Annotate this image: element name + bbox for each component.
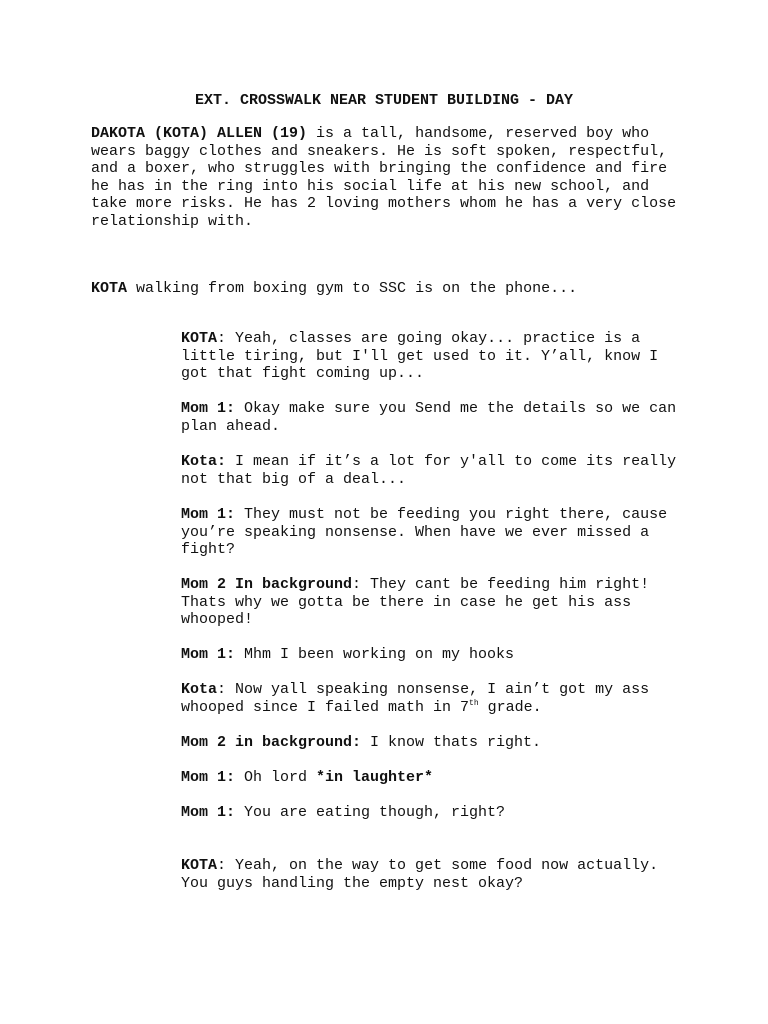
action-character: KOTA bbox=[91, 280, 128, 297]
dialogue-line bbox=[181, 646, 691, 664]
dialogue-text: Now yall speaking nonsense, I ain’t got my ass whooped since I failed math in 7 bbox=[181, 681, 650, 716]
speaker: Mom 1: bbox=[181, 804, 236, 821]
dialogue-line bbox=[181, 734, 691, 752]
dialogue-line bbox=[181, 400, 691, 435]
dialogue-text: I know thats right. bbox=[361, 734, 542, 751]
separator: : bbox=[217, 681, 227, 698]
speaker: Mom 1: bbox=[181, 400, 236, 417]
speaker: Mom 1: bbox=[181, 646, 236, 663]
dialogue-line bbox=[181, 506, 691, 559]
separator: : bbox=[217, 330, 227, 347]
character-name: DAKOTA (KOTA) ALLEN (19) bbox=[91, 125, 308, 142]
character-description bbox=[91, 125, 691, 230]
dialogue-text: I mean if it’s a lot for y'all to come its really not that big of a deal... bbox=[181, 453, 677, 488]
description-text: is a tall, handsome, reserved boy who wears baggy clothes and sneakers. He is soft spoken, respectful, and a boxer, who struggles with bringing the confidence and fire he has in the ring into his social life at his new school, and take more risks. He has 2 loving mothers whom he has a very close relationship with. bbox=[91, 125, 677, 230]
speaker: Kota bbox=[181, 681, 218, 698]
speaker: Mom 1: bbox=[181, 506, 236, 523]
dialogue-text: Yeah, classes are going okay... practice is a little tiring, but I'll get used to it. Y’all, know I got that fight coming up... bbox=[181, 330, 659, 382]
separator: : bbox=[352, 576, 362, 593]
dialogue-text: They cant be feeding him right! Thats why we gotta be there in case he get his ass whooped! bbox=[181, 576, 650, 628]
dialogue-text: Mhm I been working on my hooks bbox=[235, 646, 515, 663]
parenthetical: *in laughter* bbox=[316, 769, 434, 786]
speaker: Mom 2 In background bbox=[181, 576, 353, 593]
dialogue-text: Yeah, on the way to get some food now actually. You guys handling the empty nest okay? bbox=[181, 857, 659, 892]
dialogue-line bbox=[181, 576, 691, 629]
dialogue-text-tail: grade. bbox=[478, 698, 542, 716]
separator: : bbox=[217, 857, 227, 874]
action-text: walking from boxing gym to SSC is on the phone... bbox=[127, 280, 578, 297]
dialogue-text: You are eating though, right? bbox=[235, 804, 506, 821]
speaker: Kota: bbox=[181, 453, 227, 470]
scene-heading: EXT. CROSSWALK NEAR STUDENT BUILDING - DAY bbox=[194, 92, 574, 109]
dialogue-line bbox=[181, 330, 691, 383]
dialogue-line bbox=[181, 681, 691, 716]
dialogue-line bbox=[181, 769, 691, 787]
speaker: Mom 2 in background: bbox=[181, 734, 362, 751]
speaker: KOTA bbox=[181, 857, 218, 874]
speaker: KOTA bbox=[181, 330, 218, 347]
dialogue-line bbox=[181, 857, 691, 892]
superscript: th bbox=[469, 698, 479, 708]
dialogue-line bbox=[181, 453, 691, 488]
dialogue-text: Okay make sure you Send me the details so we can plan ahead. bbox=[181, 400, 677, 435]
speaker: Mom 1: bbox=[181, 769, 236, 786]
dialogue-text: They must not be feeding you right there, cause you’re speaking nonsense. When have we ever missed a fight? bbox=[181, 506, 668, 558]
action-line bbox=[91, 280, 691, 298]
dialogue-text: Oh lord bbox=[235, 769, 317, 786]
dialogue-line bbox=[181, 804, 691, 822]
